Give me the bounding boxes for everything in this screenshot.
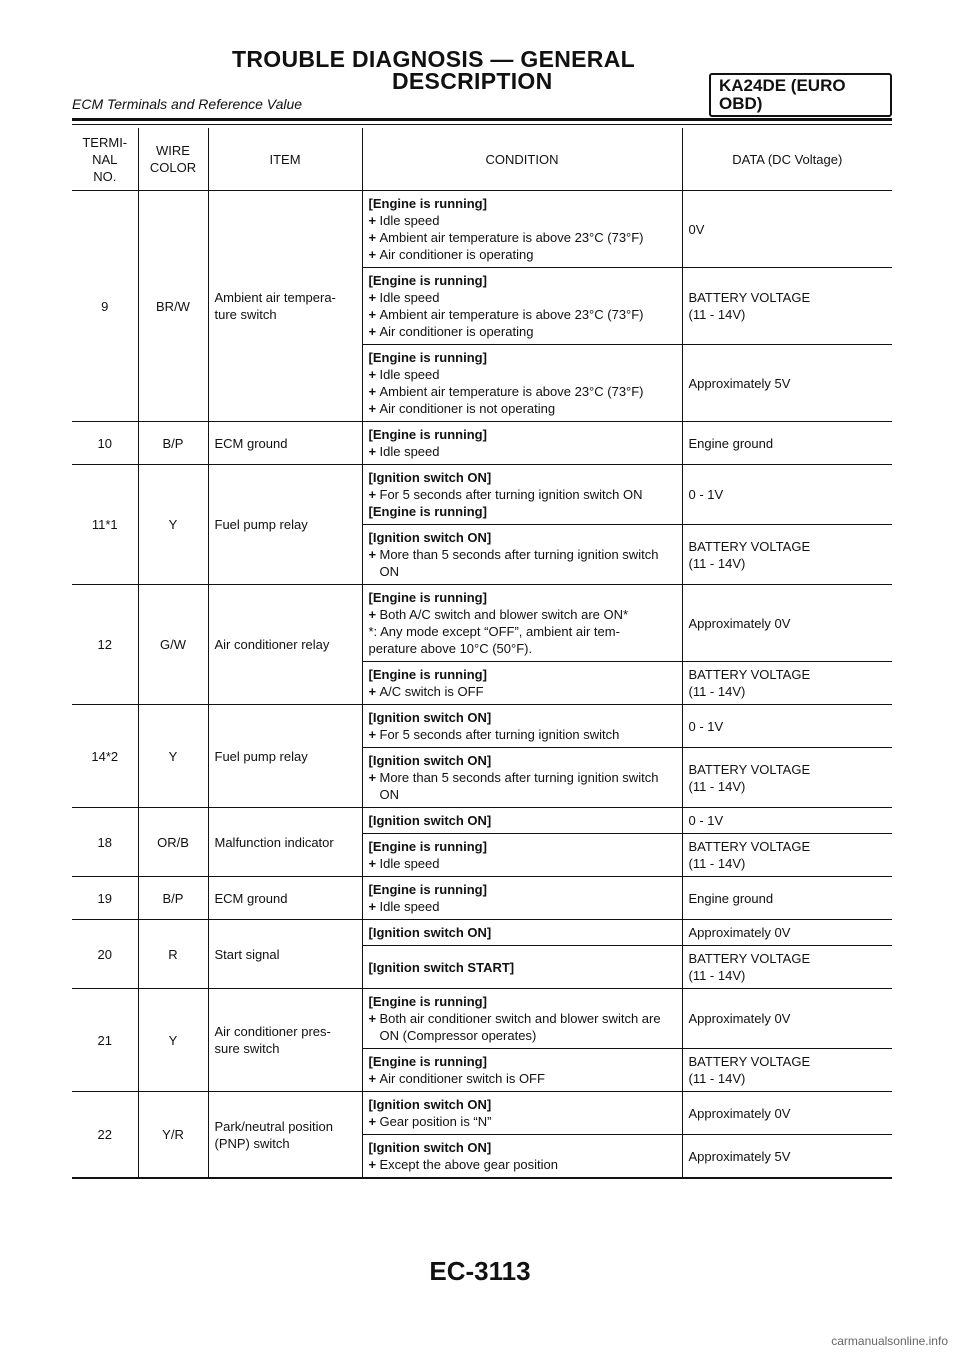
terminal-reference-table [72,128,892,1179]
table-row [72,585,892,662]
condition-bullet: + Ambient air temperature is above 23°C (73°F) [369,306,676,323]
item-name: Ambient air tempera- ture switch [208,191,362,422]
condition-bullet: + Air conditioner is operating [369,246,676,263]
voltage-value: Approximately 0V [682,1092,892,1135]
item-name: Air conditioner pres- sure switch [208,989,362,1092]
item-name: Malfunction indicator [208,808,362,877]
col-header-condition: CONDITION [362,128,682,191]
condition-cell [362,1049,682,1092]
condition-cell [362,1135,682,1179]
voltage-value: BATTERY VOLTAGE (11 - 14V) [682,834,892,877]
condition-cell [362,191,682,268]
wire-color: G/W [138,585,208,705]
terminal-number: 11*1 [72,465,138,585]
table-row [72,191,892,268]
wire-color: B/P [138,877,208,920]
condition-heading: [Ignition switch START] [368,959,515,975]
condition-bullet: + For 5 seconds after turning ignition switch [369,726,676,743]
table-row [72,465,892,525]
terminal-number: 19 [72,877,138,920]
voltage-value: 0V [682,191,892,268]
section-subtitle: ECM Terminals and Reference Value [72,96,303,112]
item-name: Start signal [208,920,362,989]
voltage-value: BATTERY VOLTAGE (11 - 14V) [682,1049,892,1092]
condition-cell [362,662,682,705]
condition-bullet: + Idle speed [369,366,676,383]
condition-bullet: + Gear position is “N” [369,1113,676,1130]
condition-bullet: + For 5 seconds after turning ignition switch ON [369,486,676,503]
section-title: TROUBLE DIAGNOSIS — GENERAL [232,46,635,72]
wire-color: B/P [138,422,208,465]
item-name: ECM ground [208,422,362,465]
page-number: EC-3113 [429,1256,531,1286]
voltage-value: BATTERY VOLTAGE (11 - 14V) [682,525,892,585]
engine-badge: KA24DE (EURO OBD) [709,73,892,117]
condition-heading: [Ignition switch ON] [368,925,492,940]
table-row [72,989,892,1049]
voltage-value: Approximately 5V [682,345,892,422]
wire-color: Y/R [138,1092,208,1179]
condition-heading: [Engine is running] [368,994,487,1009]
voltage-value: BATTERY VOLTAGE (11 - 14V) [682,946,892,989]
condition-cell [362,946,682,989]
condition-heading: [Ignition switch ON] [368,1097,492,1112]
col-header-wire: WIRE COLOR [138,128,208,191]
condition-bullet: + Idle speed [369,855,676,872]
voltage-value: Engine ground [682,422,892,465]
table-row [72,920,892,946]
voltage-value: BATTERY VOLTAGE (11 - 14V) [682,748,892,808]
table-row [72,1092,892,1135]
condition-bullet: + Ambient air temperature is above 23°C (73°F) [369,229,676,246]
condition-cell [362,422,682,465]
wire-color: BR/W [138,191,208,422]
voltage-value: 0 - 1V [682,705,892,748]
terminal-number: 14*2 [72,705,138,808]
condition-cell [362,268,682,345]
table-body [72,191,892,1179]
condition-heading: [Ignition switch ON] [368,530,492,545]
terminal-number: 21 [72,989,138,1092]
item-name: Air conditioner relay [208,585,362,705]
condition-heading: [Engine is running] [368,427,487,442]
voltage-value: BATTERY VOLTAGE (11 - 14V) [682,268,892,345]
table-row [72,808,892,834]
header-rule [72,118,892,121]
voltage-value: Engine ground [682,877,892,920]
condition-bullet: + Both air conditioner switch and blower switch are ON (Compressor operates) [369,1010,676,1044]
voltage-value: Approximately 0V [682,585,892,662]
condition-cell [362,345,682,422]
condition-cell [362,920,682,946]
col-header-terminal: TERMI- NAL NO. [72,128,138,191]
table-row [72,705,892,748]
item-name: Fuel pump relay [208,705,362,808]
condition-heading: [Ignition switch ON] [368,1140,492,1155]
condition-cell [362,465,682,525]
condition-cell [362,877,682,920]
condition-heading: [Engine is running] [368,196,487,211]
col-header-item: ITEM [208,128,362,191]
condition-cell [362,585,682,662]
condition-cell [362,808,682,834]
condition-cell [362,1092,682,1135]
condition-bullet: + Except the above gear position [369,1156,676,1173]
condition-heading: [Engine is running] [368,839,487,854]
terminal-number: 12 [72,585,138,705]
table-header-row [72,128,892,191]
condition-bullet: + Idle speed [369,898,676,915]
condition-cell [362,989,682,1049]
condition-cell [362,748,682,808]
item-name: Park/neutral position (PNP) switch [208,1092,362,1179]
wire-color: R [138,920,208,989]
condition-bullet: + More than 5 seconds after turning ignition switch ON [369,546,676,580]
condition-bullet: + Both A/C switch and blower switch are ON* [369,606,676,623]
condition-cell [362,834,682,877]
condition-bullet: + Air conditioner is not operating [369,400,676,417]
condition-heading: [Engine is running] [368,350,487,365]
condition-heading: [Engine is running] [368,882,487,897]
condition-heading: [Ignition switch ON] [368,470,492,485]
voltage-value: Approximately 0V [682,989,892,1049]
condition-cell [362,705,682,748]
voltage-value: Approximately 0V [682,920,892,946]
condition-bullet: + Idle speed [369,443,676,460]
page-header [72,44,892,124]
condition-bullet: + Idle speed [369,212,676,229]
terminal-number: 18 [72,808,138,877]
condition-heading: [Engine is running] [368,504,487,519]
condition-heading: [Engine is running] [368,1054,487,1069]
condition-heading: [Ignition switch ON] [368,753,492,768]
condition-heading: [Engine is running] [368,273,487,288]
condition-bullet: + A/C switch is OFF [369,683,676,700]
watermark: carmanualsonline.info [831,1334,948,1348]
voltage-value: 0 - 1V [682,465,892,525]
col-header-data: DATA (DC Voltage) [682,128,892,191]
condition-cell [362,525,682,585]
section-title-line2: DESCRIPTION [392,68,553,94]
wire-color: OR/B [138,808,208,877]
wire-color: Y [138,705,208,808]
condition-heading: [Ignition switch ON] [368,813,492,828]
header-rule-thin [72,124,892,125]
condition-heading: [Engine is running] [368,667,487,682]
table-row [72,422,892,465]
condition-bullet: + More than 5 seconds after turning ignition switch ON [369,769,676,803]
item-name: ECM ground [208,877,362,920]
condition-heading: [Ignition switch ON] [368,710,492,725]
wire-color: Y [138,989,208,1092]
voltage-value: Approximately 5V [682,1135,892,1179]
condition-bullet: + Idle speed [369,289,676,306]
condition-bullet: + Air conditioner is operating [369,323,676,340]
terminal-number: 22 [72,1092,138,1179]
terminal-number: 20 [72,920,138,989]
item-name: Fuel pump relay [208,465,362,585]
terminal-number: 9 [72,191,138,422]
condition-bullet: + Ambient air temperature is above 23°C (73°F) [369,383,676,400]
voltage-value: BATTERY VOLTAGE (11 - 14V) [682,662,892,705]
table-row [72,877,892,920]
condition-heading: [Engine is running] [368,590,487,605]
terminal-number: 10 [72,422,138,465]
voltage-value: 0 - 1V [682,808,892,834]
condition-note: *: Any mode except “OFF”, ambient air tem- perature above 10°C (50°F). [368,624,620,656]
wire-color: Y [138,465,208,585]
condition-bullet: + Air conditioner switch is OFF [369,1070,676,1087]
